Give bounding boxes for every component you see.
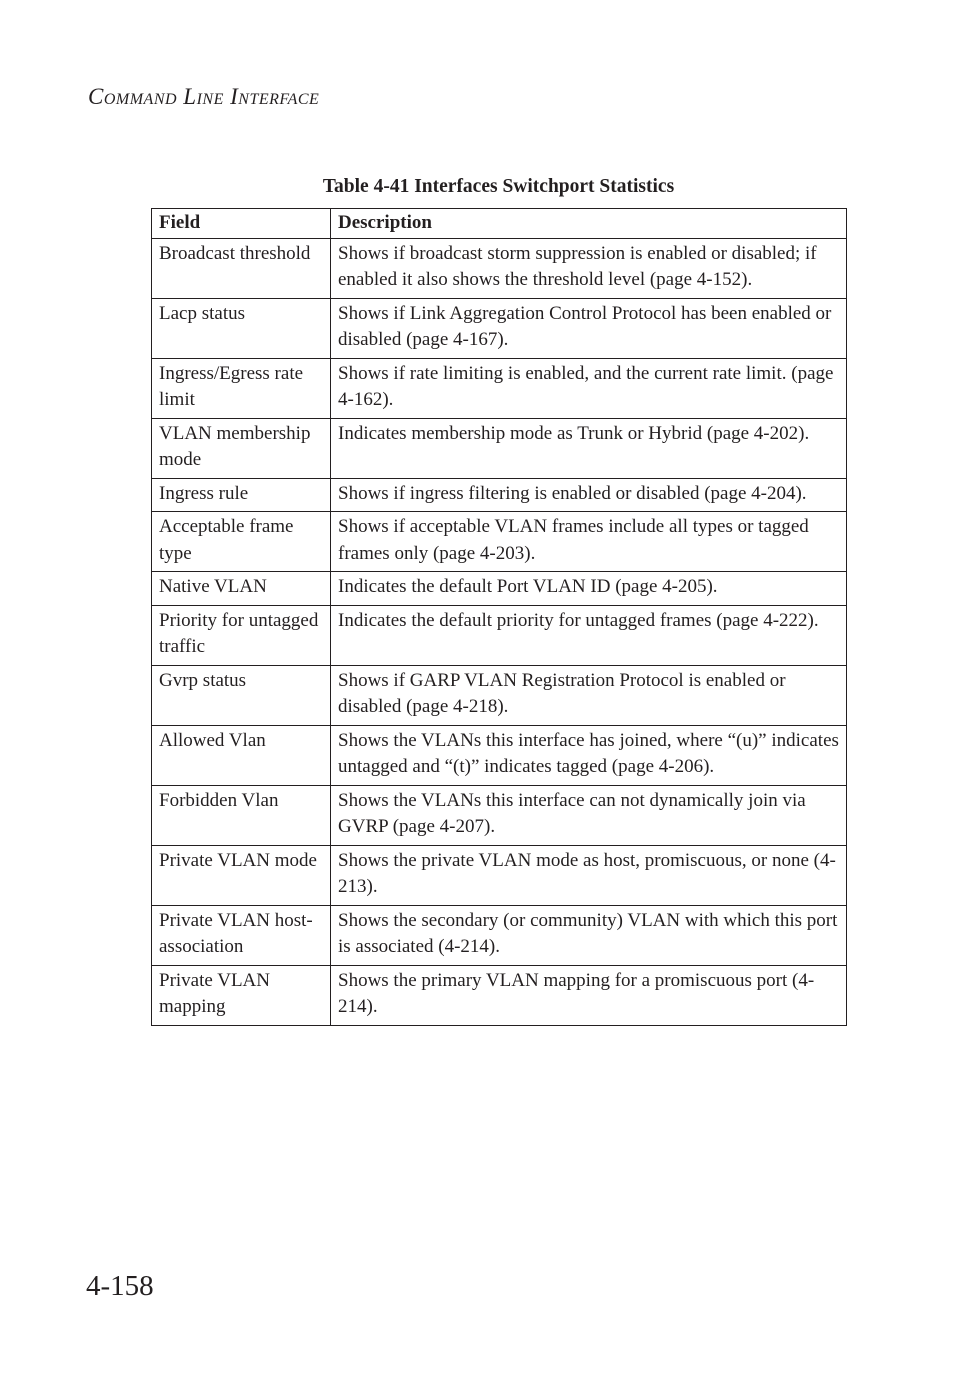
table-row [152, 418, 847, 478]
table-row [152, 725, 847, 785]
table-row [152, 905, 847, 965]
table-row [152, 478, 847, 512]
description-cell: Shows if broadcast storm suppression is enabled or disabled; if enabled it also shows the threshold level (page 4-152). [331, 238, 847, 298]
field-cell: Broadcast threshold [152, 238, 331, 298]
field-cell: Allowed Vlan [152, 725, 331, 785]
field-cell: Acceptable frame type [152, 512, 331, 572]
description-cell: Shows the VLANs this interface can not dynamically join via GVRP (page 4-207). [331, 785, 847, 845]
description-cell: Shows the secondary (or community) VLAN with which this port is associated (4-214). [331, 905, 847, 965]
description-cell: Shows the primary VLAN mapping for a promiscuous port (4-214). [331, 965, 847, 1025]
description-cell: Shows if GARP VLAN Registration Protocol is enabled or disabled (page 4-218). [331, 665, 847, 725]
switchport-statistics-table [151, 208, 847, 1026]
table-row [152, 965, 847, 1025]
table-caption: Table 4-41 Interfaces Switchport Statistics [322, 176, 675, 197]
table-row [152, 785, 847, 845]
description-cell: Shows if ingress filtering is enabled or disabled (page 4-204). [331, 478, 847, 512]
description-cell: Shows if rate limiting is enabled, and the current rate limit. (page 4-162). [331, 358, 847, 418]
description-cell: Indicates membership mode as Trunk or Hybrid (page 4-202). [331, 418, 847, 478]
field-cell: Gvrp status [152, 665, 331, 725]
page-number: 4-158 [86, 1270, 154, 1302]
table-row [152, 512, 847, 572]
description-cell: Indicates the default Port VLAN ID (page 4-205). [331, 572, 847, 606]
table-header-row [152, 209, 847, 239]
table-row [152, 665, 847, 725]
field-cell: Lacp status [152, 298, 331, 358]
field-cell: Private VLAN mapping [152, 965, 331, 1025]
field-cell: Ingress/Egress rate limit [152, 358, 331, 418]
field-cell: Ingress rule [152, 478, 331, 512]
description-cell: Shows the VLANs this interface has joined, where “(u)” indicates untagged and “(t)” indicates tagged (page 4-206). [331, 725, 847, 785]
table-row [152, 845, 847, 905]
field-cell: Forbidden Vlan [152, 785, 331, 845]
field-cell: Private VLAN mode [152, 845, 331, 905]
field-cell: Private VLAN host-association [152, 905, 331, 965]
table-row [152, 358, 847, 418]
field-cell: Priority for untagged traffic [152, 605, 331, 665]
description-cell: Shows if acceptable VLAN frames include all types or tagged frames only (page 4-203). [331, 512, 847, 572]
description-cell: Indicates the default priority for untagged frames (page 4-222). [331, 605, 847, 665]
field-cell: Native VLAN [152, 572, 331, 606]
description-cell: Shows the private VLAN mode as host, promiscuous, or none (4-213). [331, 845, 847, 905]
table-row [152, 572, 847, 606]
table-row [152, 298, 847, 358]
column-header-description: Description [331, 209, 847, 239]
field-cell: VLAN membership mode [152, 418, 331, 478]
table-row [152, 605, 847, 665]
description-cell: Shows if Link Aggregation Control Protocol has been enabled or disabled (page 4-167). [331, 298, 847, 358]
table-row [152, 238, 847, 298]
running-header: Command Line Interface [88, 84, 320, 109]
column-header-field: Field [152, 209, 331, 239]
